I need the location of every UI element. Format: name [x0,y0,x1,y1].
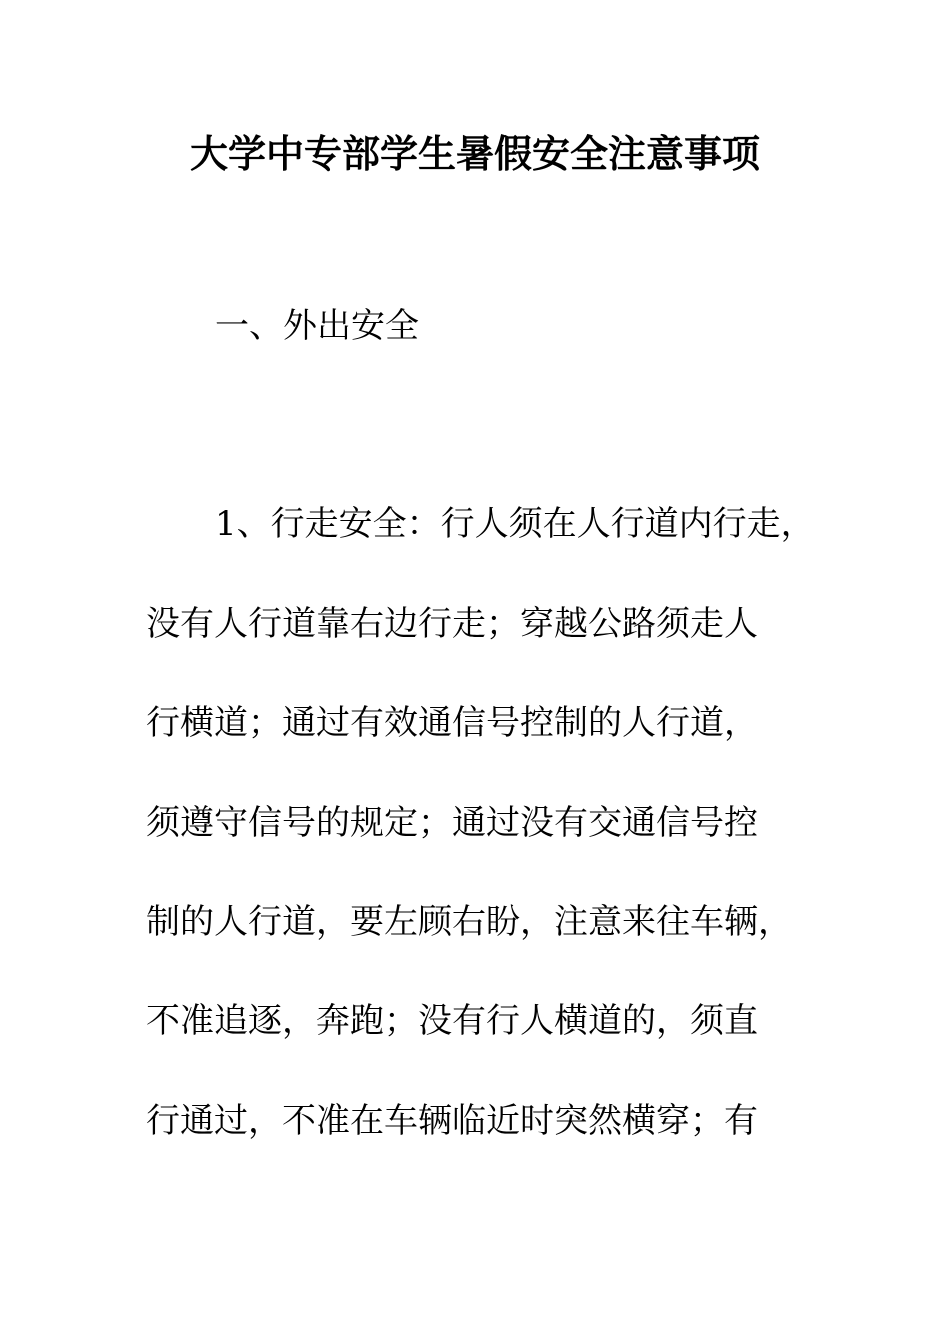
document-title: 大学中专部学生暑假安全注意事项 [189,132,760,176]
section-heading: 一、外出安全 [215,306,419,346]
body-line: 不准追逐，奔跑；没有行人横道的，须直 [146,1001,758,1041]
body-line: 1、行走安全：行人须在人行道内行走， [215,504,815,544]
body-line: 须遵守信号的规定；通过没有交通信号控 [146,803,758,843]
body-line: 制的人行道，要左顾右盼，注意来往车辆， [146,902,792,942]
body-line: 行通过，不准在车辆临近时突然横穿；有 [146,1101,758,1141]
body-line: 行横道；通过有效通信号控制的人行道， [146,703,758,743]
body-line: 没有人行道靠右边行走；穿越公路须走人 [146,604,758,644]
